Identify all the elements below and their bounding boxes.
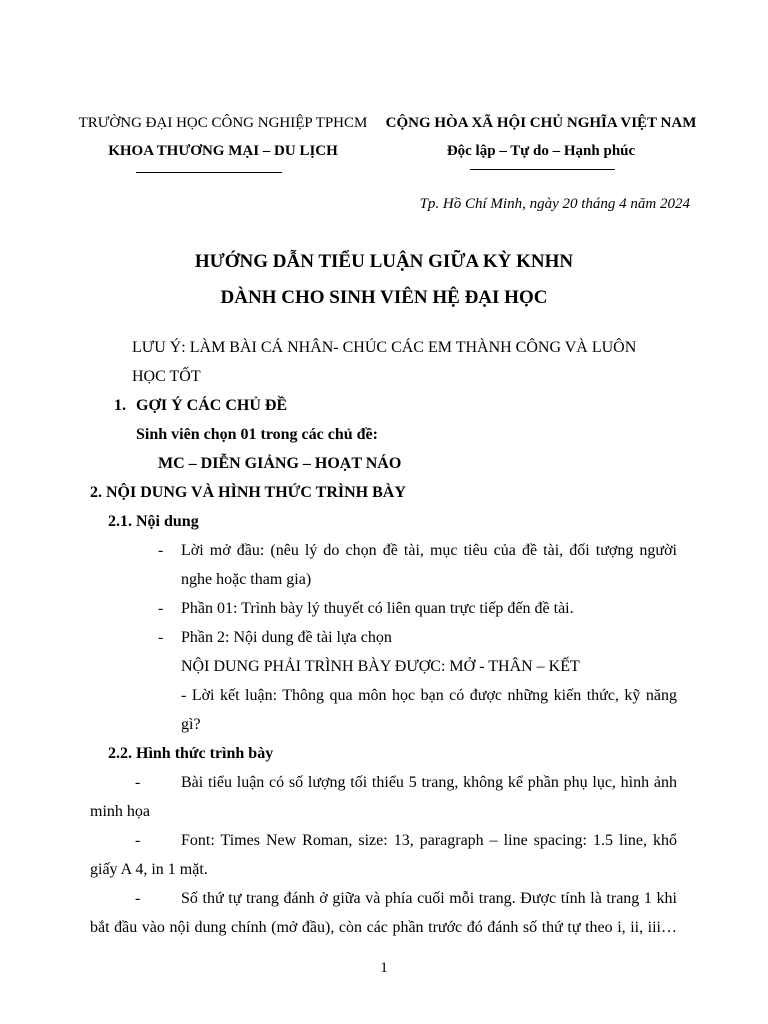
faculty-underline <box>136 172 282 173</box>
part2-item: Phần 2: Nội dung đề tài lựa chọn <box>181 629 392 646</box>
country-motto: Độc lập – Tự do – Hạnh phúc <box>446 143 636 159</box>
conclusion-line1: - Lời kết luận: Thông qua môn học bạn có được những kiến thức, kỹ năng <box>181 687 677 704</box>
font-item-line1: Font: Times New Roman, size: 13, paragraph – line spacing: 1.5 line, khổ <box>181 832 677 849</box>
bullet-dash: - <box>135 890 141 907</box>
note-line2: HỌC TỐT <box>132 368 201 385</box>
note-line1: LƯU Ý: LÀM BÀI CÁ NHÂN- CHÚC CÁC EM THÀNH CÔNG VÀ LUÔN <box>132 339 637 356</box>
section2-heading: 2. NỘI DUNG VÀ HÌNH THỨC TRÌNH BÀY <box>90 484 406 501</box>
faculty-name: KHOA THƯƠNG MẠI – DU LỊCH <box>108 143 338 159</box>
document-title-line1: HƯỚNG DẪN TIỂU LUẬN GIỮA KỲ KNHN <box>194 251 574 272</box>
pagination-item-line1: Số thứ tự trang đánh ở giữa và phía cuối mỗi trang. Được tính là trang 1 khi <box>181 890 677 907</box>
intro-item-line1: Lời mở đầu: (nêu lý do chọn đề tài, mục tiêu của đề tài, đối tượng người <box>181 542 677 559</box>
pagination-item-line2: bắt đầu vào nội dung chính (mở đầu), còn các phần trước đó đánh số thứ tự theo i, ii, iii… <box>90 919 677 936</box>
bullet-dash: - <box>158 600 164 617</box>
bullet-dash: - <box>135 774 141 791</box>
font-item-line2: giấy A 4, in 1 mặt. <box>90 861 208 878</box>
length-item-line2: minh họa <box>90 803 150 820</box>
section2-1-heading: 2.1. Nội dung <box>108 513 199 530</box>
section1-number: 1. <box>114 397 126 414</box>
document-title-line2: DÀNH CHO SINH VIÊN HỆ ĐẠI HỌC <box>220 287 548 308</box>
date-line: Tp. Hồ Chí Minh, ngày 20 tháng 4 năm 2024 <box>419 196 690 212</box>
section2-2-heading: 2.2. Hình thức trình bày <box>108 745 274 762</box>
bullet-dash: - <box>158 629 164 646</box>
bullet-dash: - <box>158 542 164 559</box>
page-number: 1 <box>380 960 388 976</box>
part1-item: Phần 01: Trình bày lý thuyết có liên quan trực tiếp đến đề tài. <box>181 600 574 617</box>
motto-underline <box>470 169 615 170</box>
school-name: TRƯỜNG ĐẠI HỌC CÔNG NGHIỆP TPHCM <box>78 115 368 131</box>
bullet-dash: - <box>135 832 141 849</box>
section1-instruction: Sinh viên chọn 01 trong các chủ đề: <box>136 426 378 443</box>
intro-item-line2: nghe hoặc tham gia) <box>181 571 312 588</box>
section1-heading: GỢI Ý CÁC CHỦ ĐỀ <box>136 397 288 414</box>
section1-topics: MC – DIỄN GIẢNG – HOẠT NÁO <box>158 455 402 472</box>
country-name: CỘNG HÒA XÃ HỘI CHỦ NGHĨA VIỆT NAM <box>385 115 697 131</box>
content-requirement: NỘI DUNG PHẢI TRÌNH BÀY ĐƯỢC: MỞ - THÂN – KẾT <box>181 658 580 675</box>
conclusion-line2: gì? <box>181 716 201 733</box>
length-item-line1: Bài tiểu luận có số lượng tối thiểu 5 trang, không kể phần phụ lục, hình ảnh <box>181 774 677 791</box>
